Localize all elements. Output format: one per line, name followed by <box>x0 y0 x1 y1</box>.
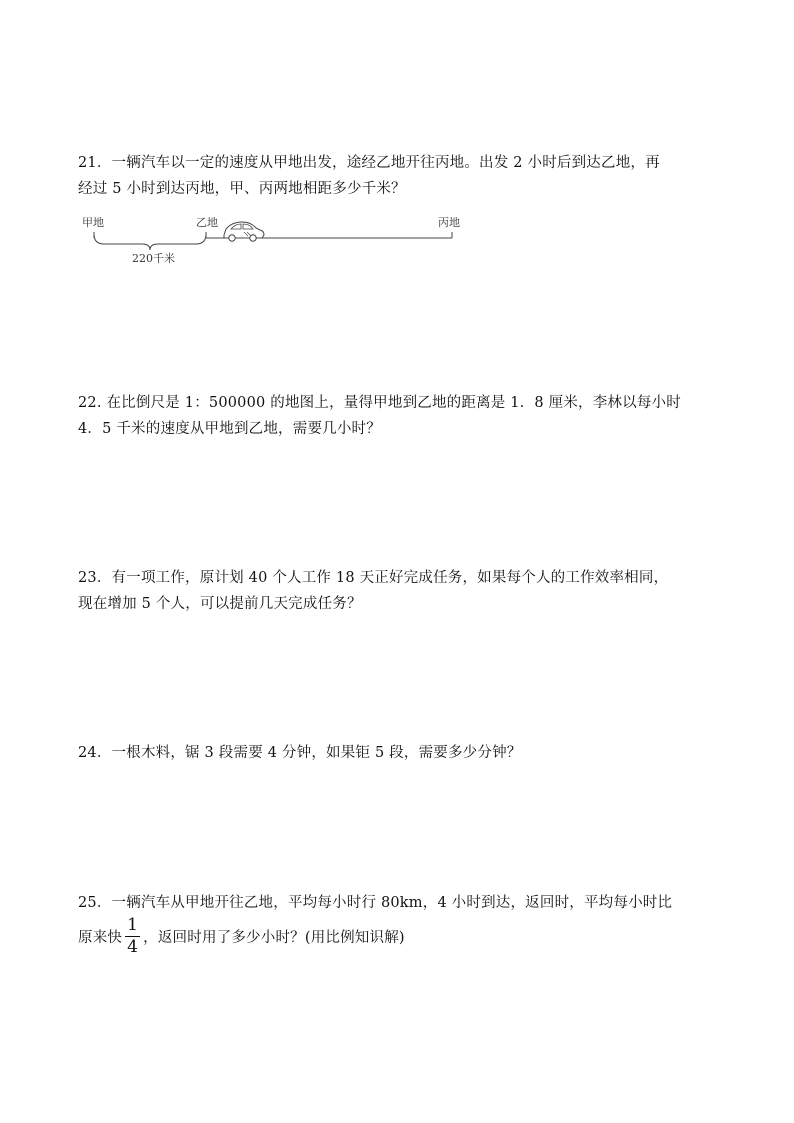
question-22-line-1: 22. 在比倒尺是 1：500000 的地图上，量得甲地到乙地的距离是 1．8 厘米，李林以每小时 <box>78 395 681 411</box>
question-21-line-2: 经过 5 小时到达丙地，甲、丙两地相距多少千米？ <box>78 181 406 197</box>
question-22-line-2: 4．5 千米的速度从甲地到乙地，需要几小时？ <box>78 421 381 437</box>
question-25-after-fraction: ，返回时用了多少小时？(用比例知识解) <box>143 930 405 946</box>
question-23-line-2: 现在增加 5 个人，可以提前几天完成任务？ <box>78 596 362 612</box>
diagram-label-mid: 乙地 <box>196 216 218 229</box>
fraction-one-quarter <box>125 916 140 957</box>
distance-brace <box>94 234 206 250</box>
question-21-line-1: 21．一辆汽车以一定的速度从甲地出发，途经乙地开往丙地。出发 2 小时后到达乙地，再 <box>78 155 660 171</box>
question-25-before-fraction: 原来快 <box>78 930 123 946</box>
question-25 <box>78 890 718 960</box>
question-21 <box>78 150 718 202</box>
question-24 <box>78 740 718 766</box>
diagram-label-end: 丙地 <box>438 216 460 229</box>
question-23-line-1: 23．有一项工作，原计划 40 个人工作 18 天正好完成任务，如果每个人的工作效率相同， <box>78 570 669 586</box>
fraction-numerator: 1 <box>127 914 139 935</box>
route-diagram <box>76 212 476 272</box>
question-25-line-2 <box>78 916 718 960</box>
fraction-denominator: 4 <box>127 936 139 957</box>
question-25-line-1: 25．一辆汽车从甲地开往乙地，平均每小时行 80km，4 小时到达，返回时，平均每小时比 <box>78 895 673 911</box>
brace-label: 220千米 <box>132 252 175 265</box>
question-22 <box>78 390 718 442</box>
diagram-label-start: 甲地 <box>82 216 104 229</box>
question-23 <box>78 565 718 617</box>
car-icon <box>224 222 264 241</box>
question-24-line-1: 24．一根木料，锯 3 段需要 4 分钟，如果钜 5 段，需要多少分钟？ <box>78 745 522 761</box>
